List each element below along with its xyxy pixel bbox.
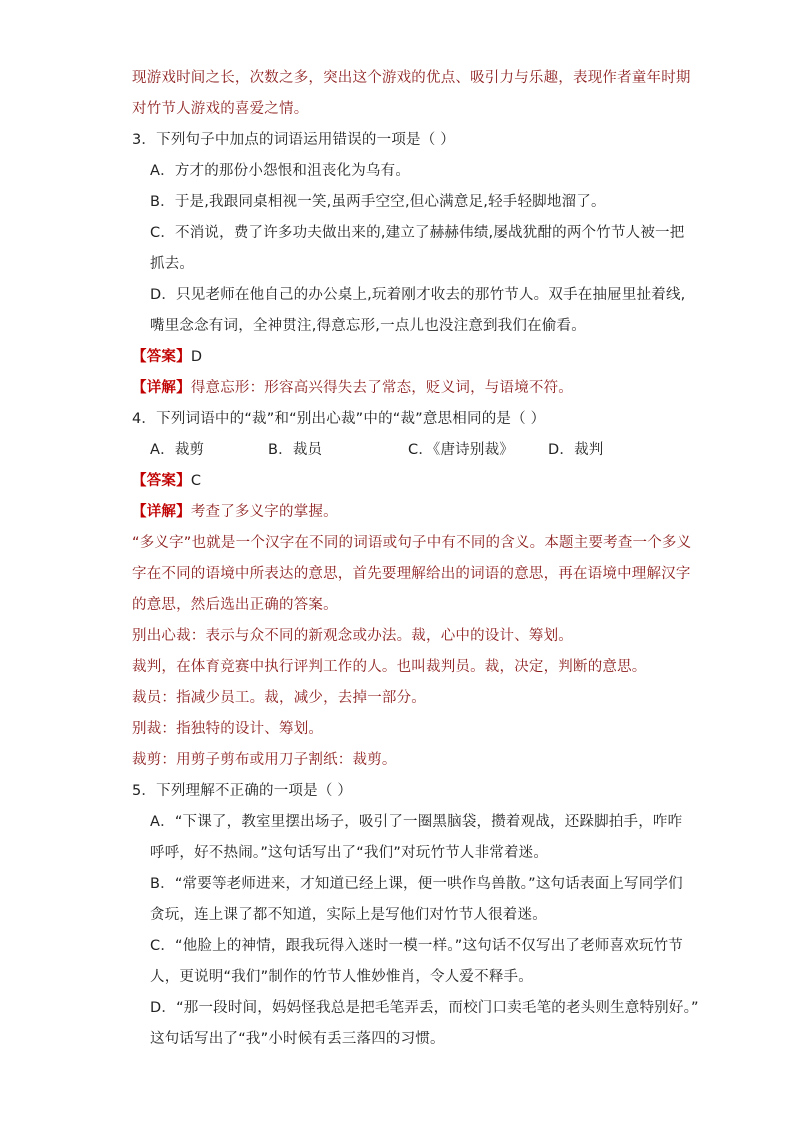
answer-value: D [190, 349, 203, 365]
detail-text: 得意忘形：形容高兴得失去了常态，贬义词，与语境不符。 [190, 380, 574, 396]
q5-option-d-line-2: 这句话写出了“我”小时候有丢三落四的习惯。 [150, 1031, 445, 1047]
q3-option-c-line-2: 抓去。 [150, 256, 195, 272]
detail-tag: 【详解】 [132, 380, 191, 396]
q3-answer [132, 347, 202, 367]
detail-tag: 【详解】 [132, 504, 191, 520]
q3-option-b: B．于是,我跟同桌相视一笑,虽两手空空,但心满意足,轻手轻脚地溜了。 [150, 194, 606, 210]
question-5-stem: 5．下列理解不正确的一项是（ ） [132, 783, 353, 799]
q4-explain-line-2: 字在不同的语境中所表达的意思，首先要理解给出的词语的意思，再在语境中理解汉字 [132, 566, 691, 582]
q3-option-a: A．方才的那份小怨恨和沮丧化为乌有。 [150, 163, 411, 179]
q4-explain-line-5: 裁判，在体育竞赛中执行评判工作的人。也叫裁判员。裁，决定，判断的意思。 [132, 659, 647, 675]
answer-tag: 【答案】 [132, 473, 191, 489]
q5-option-c-line-1: C．“他脸上的神情，跟我玩得入迷时一模一样。”这句话不仅写出了老师喜欢玩竹节 [150, 938, 683, 954]
q4-option-b: B．裁员 [268, 442, 323, 458]
q5-option-d-line-1: D．“那一段时间，妈妈怪我总是把毛笔弄丢，而校门口卖毛笔的老头则生意特别好。” [150, 1000, 699, 1016]
q4-explain-line-4: 别出心裁：表示与众不同的新观念或办法。裁，心中的设计、筹划。 [132, 628, 573, 644]
q4-option-a: A．裁剪 [150, 442, 205, 458]
q4-options [150, 440, 603, 460]
q4-explain-line-3: 的意思，然后选出正确的答案。 [132, 597, 338, 613]
q3-option-c-line-1: C．不消说，费了许多功夫做出来的,建立了赫赫伟绩,屡战犹酣的两个竹节人被一把 [150, 225, 685, 241]
question-4-stem: 4．下列词语中的“裁”和“别出心裁”中的“裁”意思相同的是（ ） [132, 411, 546, 427]
q4-option-d: D．裁判 [548, 442, 604, 458]
detail-text: 考查了多义字的掌握。 [190, 504, 338, 520]
q4-answer [132, 471, 201, 491]
q5-option-b-line-2: 贪玩，连上课了都不知道，实际上是写他们对竹节人很着迷。 [150, 907, 547, 923]
answer-tag: 【答案】 [132, 349, 191, 365]
q5-option-a-line-1: A．“下课了，教室里摆出场子，吸引了一圈黑脑袋，攒着观战，还跺脚拍手，咋咋 [150, 814, 683, 830]
q4-explain-line-8: 裁剪：用剪子剪布或用刀子割纸：裁剪。 [132, 752, 397, 768]
q4-option-c: C．《唐诗别裁》 [408, 442, 514, 458]
answer-value: C [190, 473, 202, 489]
q3-option-d-line-2: 嘴里念念有词，全神贯注,得意忘形,一点儿也没注意到我们在偷看。 [150, 318, 586, 334]
q3-option-d-line-1: D．只见老师在他自己的办公桌上,玩着刚才收去的那竹节人。双手在抽屉里扯着线, [150, 287, 686, 303]
q5-option-b-line-1: B．“常要等老师进来，才知道已经上课，便一哄作鸟兽散。”这句话表面上写同学们 [150, 876, 683, 892]
intro-line-2: 对竹节人游戏的喜爱之情。 [132, 101, 309, 117]
q4-explain-line-6: 裁员：指减少员工。裁，减少，去掉一部分。 [132, 690, 426, 706]
question-3-stem: 3．下列句子中加点的词语运用错误的一项是（ ） [132, 132, 455, 148]
q5-option-a-line-2: 呼呼，好不热闹。”这句话写出了“我们”对玩竹节人非常着迷。 [150, 845, 549, 861]
q3-detail [132, 378, 573, 398]
intro-line-1: 现游戏时间之长，次数之多，突出这个游戏的优点、吸引力与乐趣，表现作者童年时期 [132, 70, 691, 86]
q4-detail [132, 502, 338, 522]
q4-explain-line-1: “多义字”也就是一个汉字在不同的词语或句子中有不同的含义。本题主要考查一个多义 [132, 535, 692, 551]
q4-explain-line-7: 别裁：指独特的设计、筹划。 [132, 721, 324, 737]
q5-option-c-line-2: 人，更说明“我们”制作的竹节人惟妙惟肖，令人爱不释手。 [150, 969, 533, 985]
